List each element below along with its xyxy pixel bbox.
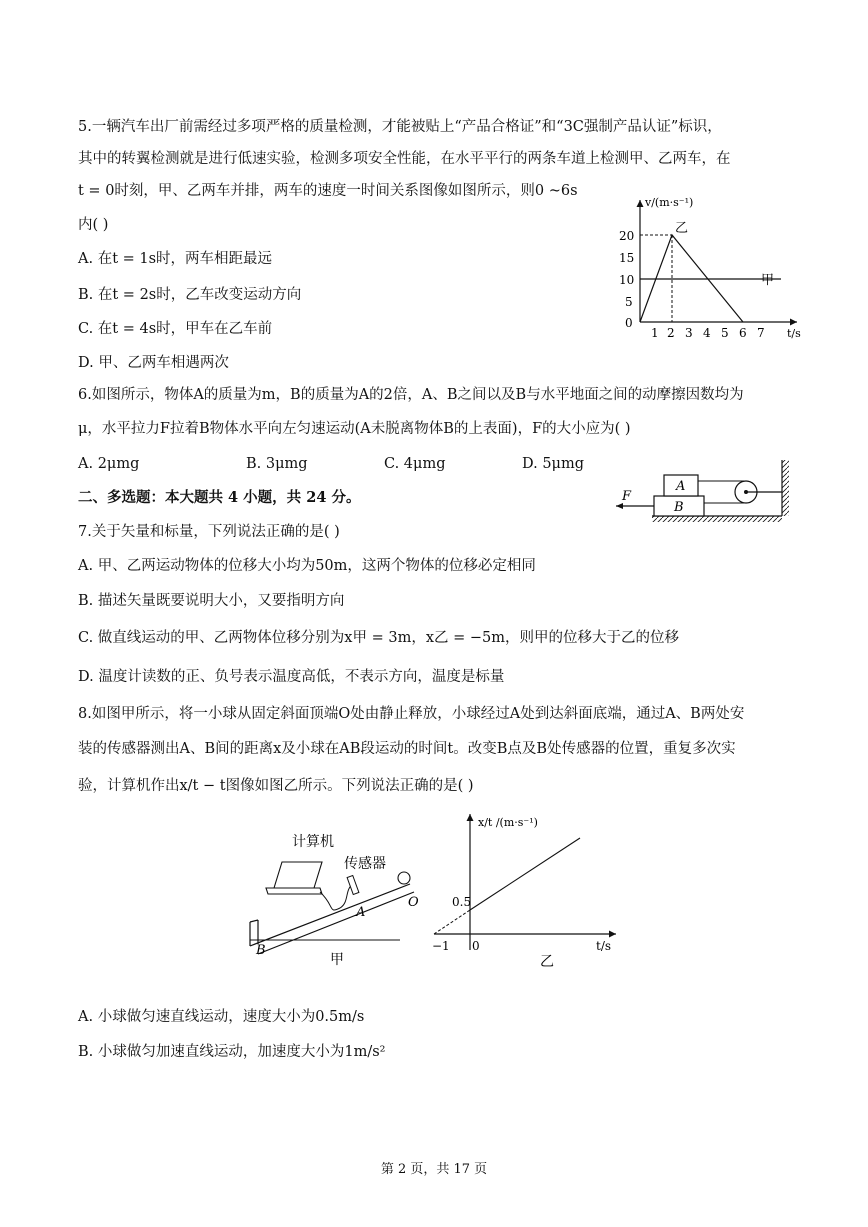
vt-ytick-10: 10	[619, 273, 635, 287]
q8-yi-ylabel: x/t /(m·s⁻¹)	[478, 816, 538, 829]
page-footer: 第 2 页，共 17 页	[380, 1162, 488, 1177]
q8-option-a: A. 小球做匀速直线运动，速度大小为0.5m/s	[78, 1009, 365, 1025]
vt-ytick-5: 5	[625, 295, 633, 309]
q5-line4: 内( )	[78, 217, 109, 233]
q8-yi-tick-05: 0.5	[452, 895, 472, 909]
q8-yi-xlabel: t/s	[596, 939, 612, 953]
q8-caption-jia: 甲	[330, 952, 344, 966]
vt-xlabel: t/s	[787, 327, 801, 340]
vt-ylabel: v/(m·s⁻¹)	[645, 196, 694, 209]
q8-label-a: A	[356, 905, 366, 920]
q8-figure-yi	[430, 810, 630, 970]
q6-option-d: D. 5μmg	[522, 456, 585, 472]
svg-text:6: 6	[739, 326, 747, 340]
q6-option-c: C. 4μmg	[384, 456, 446, 472]
q6-label-b: B	[674, 500, 684, 515]
svg-text:1: 1	[651, 326, 659, 340]
q6-option-a: A. 2μmg	[78, 456, 140, 472]
svg-text:7: 7	[757, 326, 765, 340]
q5-option-c: C. 在t = 4s时，甲车在乙车前	[78, 321, 273, 337]
q7-option-b: B. 描述矢量既要说明大小，又要指明方向	[78, 593, 345, 609]
q6-label-a: A	[676, 479, 686, 494]
q5-line3: t = 0时刻，甲、乙两车并排，两车的速度一时间关系图像如图所示，则0 ~6s	[78, 183, 578, 199]
svg-text:3: 3	[685, 326, 693, 340]
q8-label-o: O	[408, 895, 419, 910]
q7-option-d: D. 温度计读数的正、负号表示温度高低，不表示方向，温度是标量	[78, 669, 505, 685]
svg-text:4: 4	[703, 326, 711, 340]
q5-line1: 5.一辆汽车出厂前需经过多项严格的质量检测，才能被贴上“产品合格证”和“3C强制产品认证”标识，	[78, 119, 722, 135]
vt-ytick-15: 15	[619, 251, 635, 265]
q6-line1: 6.如图所示，物体A的质量为m，B的质量为A的2倍，A、B之间以及B与水平地面之间的动摩擦因数均为	[78, 387, 744, 403]
q6-label-f: F	[622, 489, 632, 504]
q6-option-b: B. 3μmg	[246, 456, 308, 472]
vt-ytick-0: 0	[625, 316, 633, 330]
q5-vt-graph	[615, 192, 805, 342]
q6-block-figure	[612, 458, 792, 526]
section-heading-multiple-choice: 二、多选题：本大题共 4 小题，共 24 分。	[78, 489, 361, 506]
q8-yi-tick-m1: −1	[432, 939, 450, 953]
q8-line3: 验，计算机作出x/t − t图像如图乙所示。下列说法正确的是( )	[78, 778, 474, 794]
vt-ytick-20: 20	[619, 229, 635, 243]
vt-label-yi: 乙	[675, 221, 689, 236]
q8-line2: 装的传感器测出A、B间的距离x及小球在AB段运动的时间t。改变B点及B处传感器的位置，重复多次实	[78, 741, 736, 757]
q8-line1: 8.如图甲所示，将一小球从固定斜面顶端O处由静止释放，小球经过A处到达斜面底端，通过A、B两处安	[78, 706, 745, 722]
q5-option-b: B. 在t = 2s时，乙车改变运动方向	[78, 287, 302, 303]
svg-text:2: 2	[667, 326, 675, 340]
q8-caption-yi: 乙	[540, 954, 554, 970]
q8-figure-jia	[240, 826, 430, 966]
q5-option-a: A. 在t = 1s时，两车相距最远	[78, 251, 273, 267]
q8-computer-label: 计算机	[292, 834, 334, 850]
q7-option-a: A. 甲、乙两运动物体的位移大小均为50m，这两个物体的位移必定相同	[78, 558, 536, 574]
q8-sensor-label: 传感器	[344, 856, 386, 872]
q5-line2: 其中的转翼检测就是进行低速实验，检测多项安全性能，在水平平行的两条车道上检测甲、乙两车，在	[78, 151, 731, 167]
q5-option-d: D. 甲、乙两车相遇两次	[78, 355, 229, 371]
q6-line2: μ，水平拉力F拉着B物体水平向左匀速运动(A未脱离物体B的上表面)，F的大小应为( )	[78, 421, 631, 437]
vt-label-jia: 甲	[761, 273, 775, 288]
q7-line1: 7.关于矢量和标量，下列说法正确的是( )	[78, 524, 340, 540]
svg-text:5: 5	[721, 326, 729, 340]
q8-option-b: B. 小球做匀加速直线运动，加速度大小为1m/s²	[78, 1044, 386, 1060]
q8-yi-tick-0: 0	[472, 939, 480, 953]
q7-option-c: C. 做直线运动的甲、乙两物体位移分别为x甲 = 3m，x乙 = −5m，则甲的位移大于乙的位移	[78, 630, 679, 646]
q8-label-b: B	[256, 943, 266, 958]
